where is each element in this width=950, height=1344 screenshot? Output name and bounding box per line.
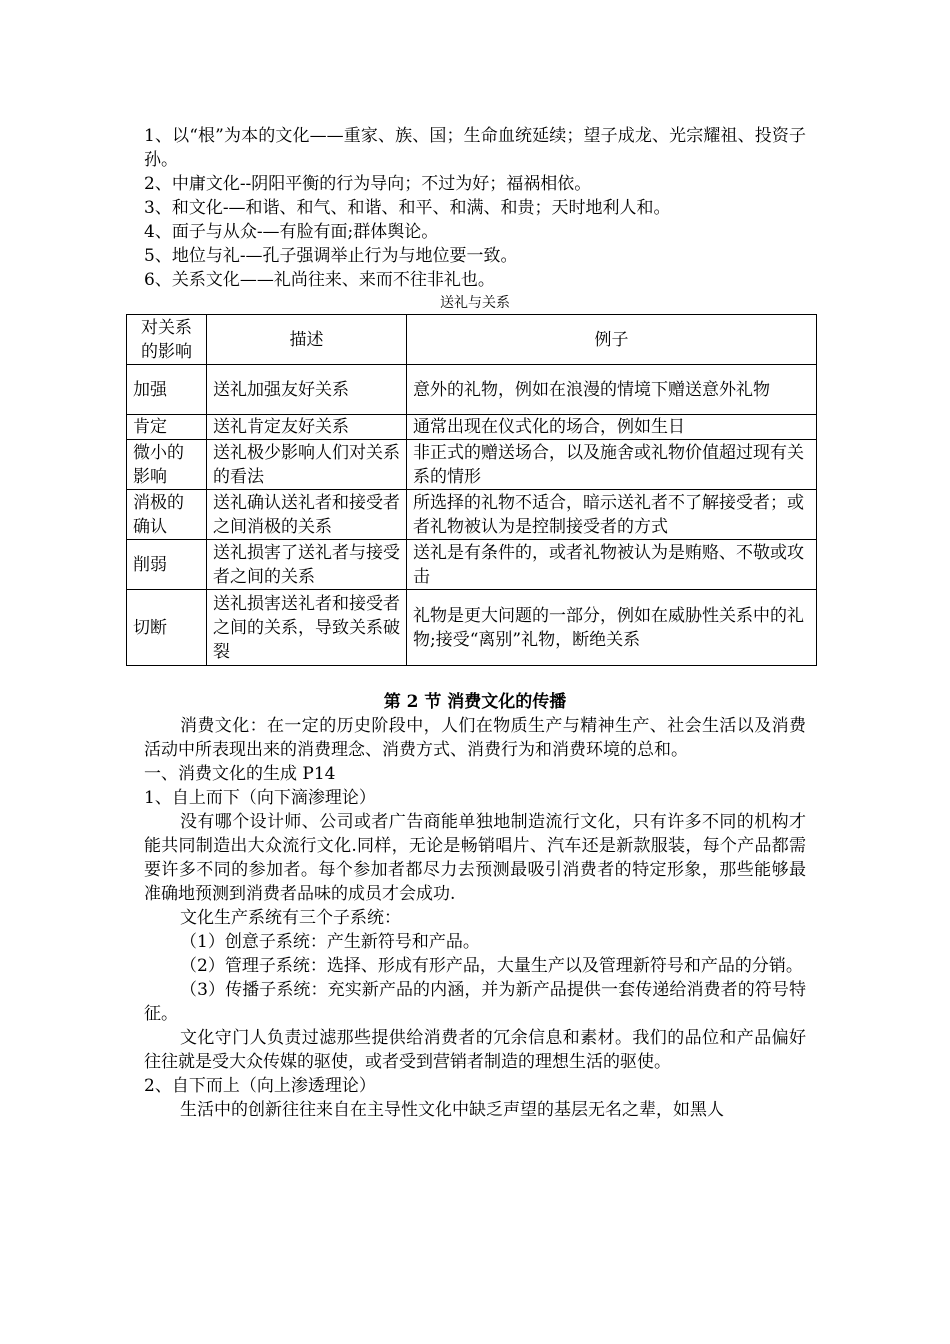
table-row: [127, 490, 817, 540]
intro-item-3: 3、和文化-—和谐、和气、和谐、和平、和满、和贵；天时地利人和。: [144, 198, 671, 218]
paragraph-popular-culture: 没有哪个设计师、公司或者广告商能单独地制造流行文化，只有许多不同的机构才能共同制造出大众流行文化.同样，无论是畅销唱片、汽车还是新款服装，每个产品都需要许多不同的参加者。每个参加者都尽力去预测最吸引消费者的特定形象，那些能够最准确地预测到消费者品味的成员才会成功.: [144, 812, 806, 904]
paragraph-subsystems: 文化生产系统有三个子系统：: [180, 908, 401, 928]
table-cell: 意外的礼物，例如在浪漫的情境下赠送意外礼物: [407, 365, 817, 415]
table-cell: 所选择的礼物不适合，暗示送礼者不了解接受者；或者礼物被认为是控制接受者的方式: [407, 490, 817, 540]
table-cell: 送礼确认送礼者和接受者之间消极的关系: [207, 490, 407, 540]
intro-item-1: 1、以“根”为本的文化——重家、族、国；生命血统延续；望子成龙、光宗耀祖、投资子孙。: [144, 126, 806, 170]
subheading-top-down: 1、自上而下（向下滴渗理论）: [144, 788, 376, 808]
table-cell: 送礼损害了送礼者与接受者之间的关系: [207, 540, 407, 590]
table-row: [127, 440, 817, 490]
header-effect: 对关系的影响: [127, 315, 207, 365]
heading-generation: 一、消费文化的生成 P14: [144, 764, 336, 784]
section-title: 第 2 节 消费文化的传播: [383, 692, 567, 712]
table-cell: 送礼肯定友好关系: [207, 415, 407, 440]
table-cell: 礼物是更大问题的一部分，例如在威胁性关系中的礼物;接受“离别”礼物，断绝关系: [407, 590, 817, 666]
table-row: [127, 540, 817, 590]
table-cell: 送礼极少影响人们对关系的看法: [207, 440, 407, 490]
table-row: [127, 415, 817, 440]
header-description: 描述: [207, 315, 407, 365]
subsystem-communication: （3）传播子系统：充实新产品的内涵，并为新产品提供一套传递给消费者的符号特征。: [144, 980, 806, 1024]
table-cell: 微小的影响: [127, 440, 207, 490]
intro-item-6: 6、关系文化——礼尚往来、来而不往非礼也。: [144, 270, 495, 290]
document-page: [133, 124, 806, 1122]
intro-item-4: 4、面子与从众-—有脸有面;群体舆论。: [144, 222, 439, 242]
table-row: [127, 590, 817, 666]
intro-item-5: 5、地位与礼-—孔子强调举止行为与地位要一致。: [144, 246, 518, 266]
intro-item-2: 2、中庸文化--阴阳平衡的行为导向；不过为好；福祸相依。: [144, 174, 592, 194]
subsystem-management: （2）管理子系统：选择、形成有形产品，大量生产以及管理新符号和产品的分销。: [180, 956, 803, 976]
table-cell: 削弱: [127, 540, 207, 590]
subsystem-creative: （1）创意子系统：产生新符号和产品。: [180, 932, 480, 952]
table-cell: 送礼是有条件的，或者礼物被认为是贿赂、不敬或攻击: [407, 540, 817, 590]
paragraph-innovation: 生活中的创新往往来自在主导性文化中缺乏声望的基层无名之辈，如黑人: [180, 1100, 724, 1120]
table-cell: 送礼加强友好关系: [207, 365, 407, 415]
definition-paragraph: 消费文化：在一定的历史阶段中，人们在物质生产与精神生产、社会生活以及消费活动中所表现出来的消费理念、消费方式、消费行为和消费环境的总和。: [144, 716, 806, 760]
table-cell: 肯定: [127, 415, 207, 440]
table-header-row: [127, 315, 817, 365]
subheading-bottom-up: 2、自下而上（向上渗透理论）: [144, 1076, 376, 1096]
paragraph-gatekeepers: 文化守门人负责过滤那些提供给消费者的冗余信息和素材。我们的品位和产品偏好往往就是受大众传媒的驱使，或者受到营销者制造的理想生活的驱使。: [144, 1028, 806, 1072]
table-cell: 非正式的赠送场合，以及施舍或礼物价值超过现有关系的情形: [407, 440, 817, 490]
table-cell: 加强: [127, 365, 207, 415]
table-cell: 通常出现在仪式化的场合，例如生日: [407, 415, 817, 440]
gift-relationship-table: [126, 314, 817, 666]
table-row: [127, 365, 817, 415]
table-caption: 送礼与关系: [440, 295, 510, 311]
table-cell: 消极的确认: [127, 490, 207, 540]
table-cell: 切断: [127, 590, 207, 666]
table-cell: 送礼损害送礼者和接受者之间的关系，导致关系破裂: [207, 590, 407, 666]
header-example: 例子: [407, 315, 817, 365]
